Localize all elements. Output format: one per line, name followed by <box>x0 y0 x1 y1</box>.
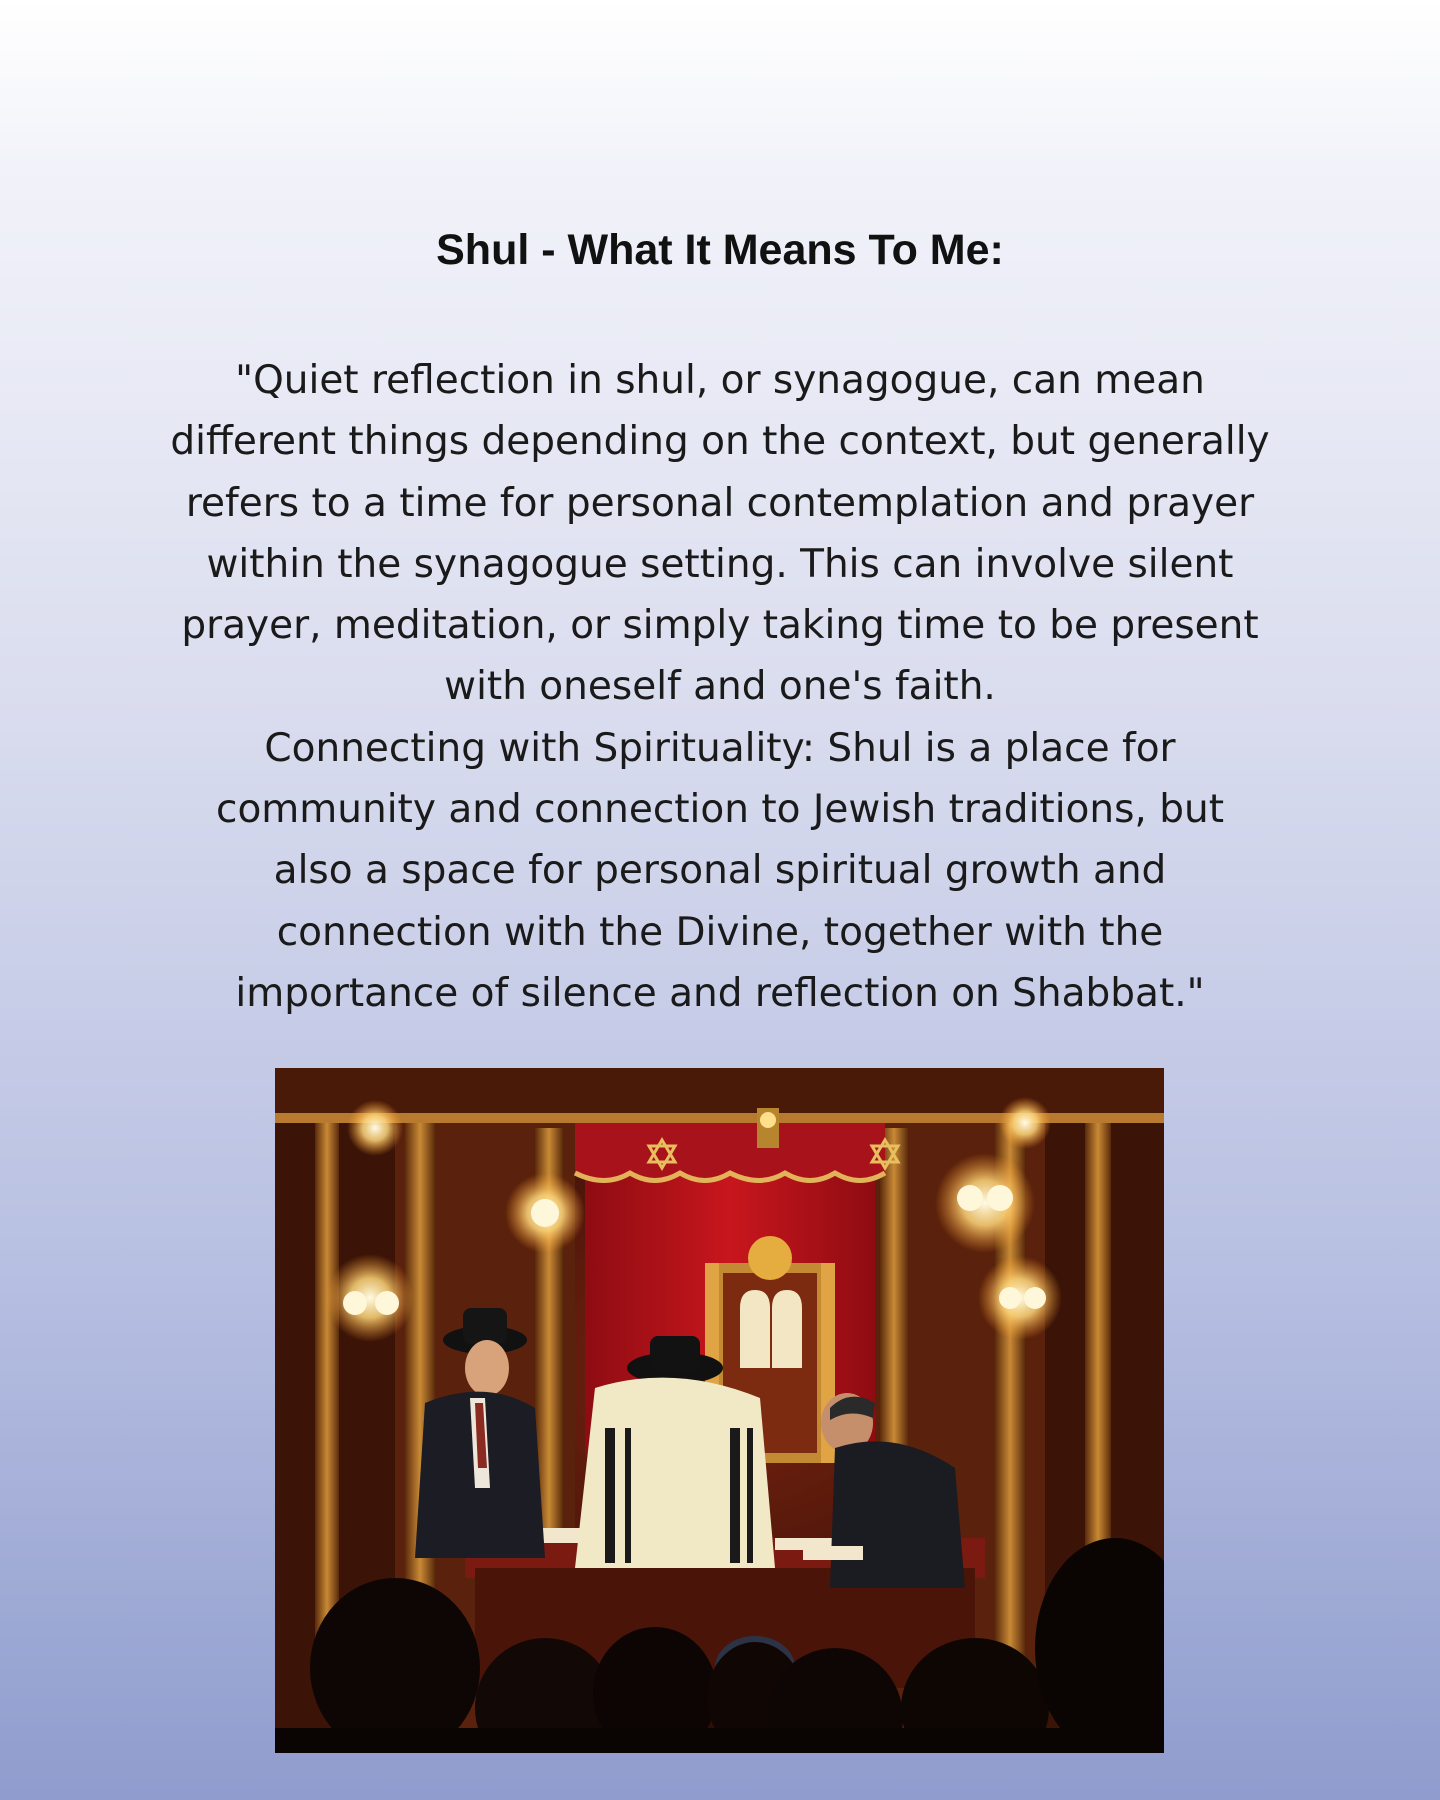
quote-line: prayer, meditation, or simply taking time to be present <box>181 603 1259 649</box>
quote-line: also a space for personal spiritual growth and <box>273 848 1167 894</box>
quote-line: within the synagogue setting. This can involve silent <box>206 541 1234 587</box>
quote-line: connection with the Divine, together with the <box>276 909 1164 955</box>
synagogue-photo <box>275 1068 1164 1753</box>
quote-line: refers to a time for personal contemplation and prayer <box>185 480 1255 526</box>
quote-line: community and connection to Jewish traditions, but <box>216 787 1224 833</box>
quote-line: with oneself and one's faith. <box>444 664 996 710</box>
quote-line: different things depending on the context, but generally <box>170 419 1270 465</box>
quote-text <box>80 350 1360 1024</box>
quote-line: importance of silence and reflection on Shabbat." <box>235 970 1205 1016</box>
quote-line: Connecting with Spirituality: Shul is a place for <box>264 725 1176 771</box>
quote-line: "Quiet reflection in shul, or synagogue, can mean <box>235 358 1205 403</box>
page-title: Shul - What It Means To Me: <box>436 226 1004 274</box>
